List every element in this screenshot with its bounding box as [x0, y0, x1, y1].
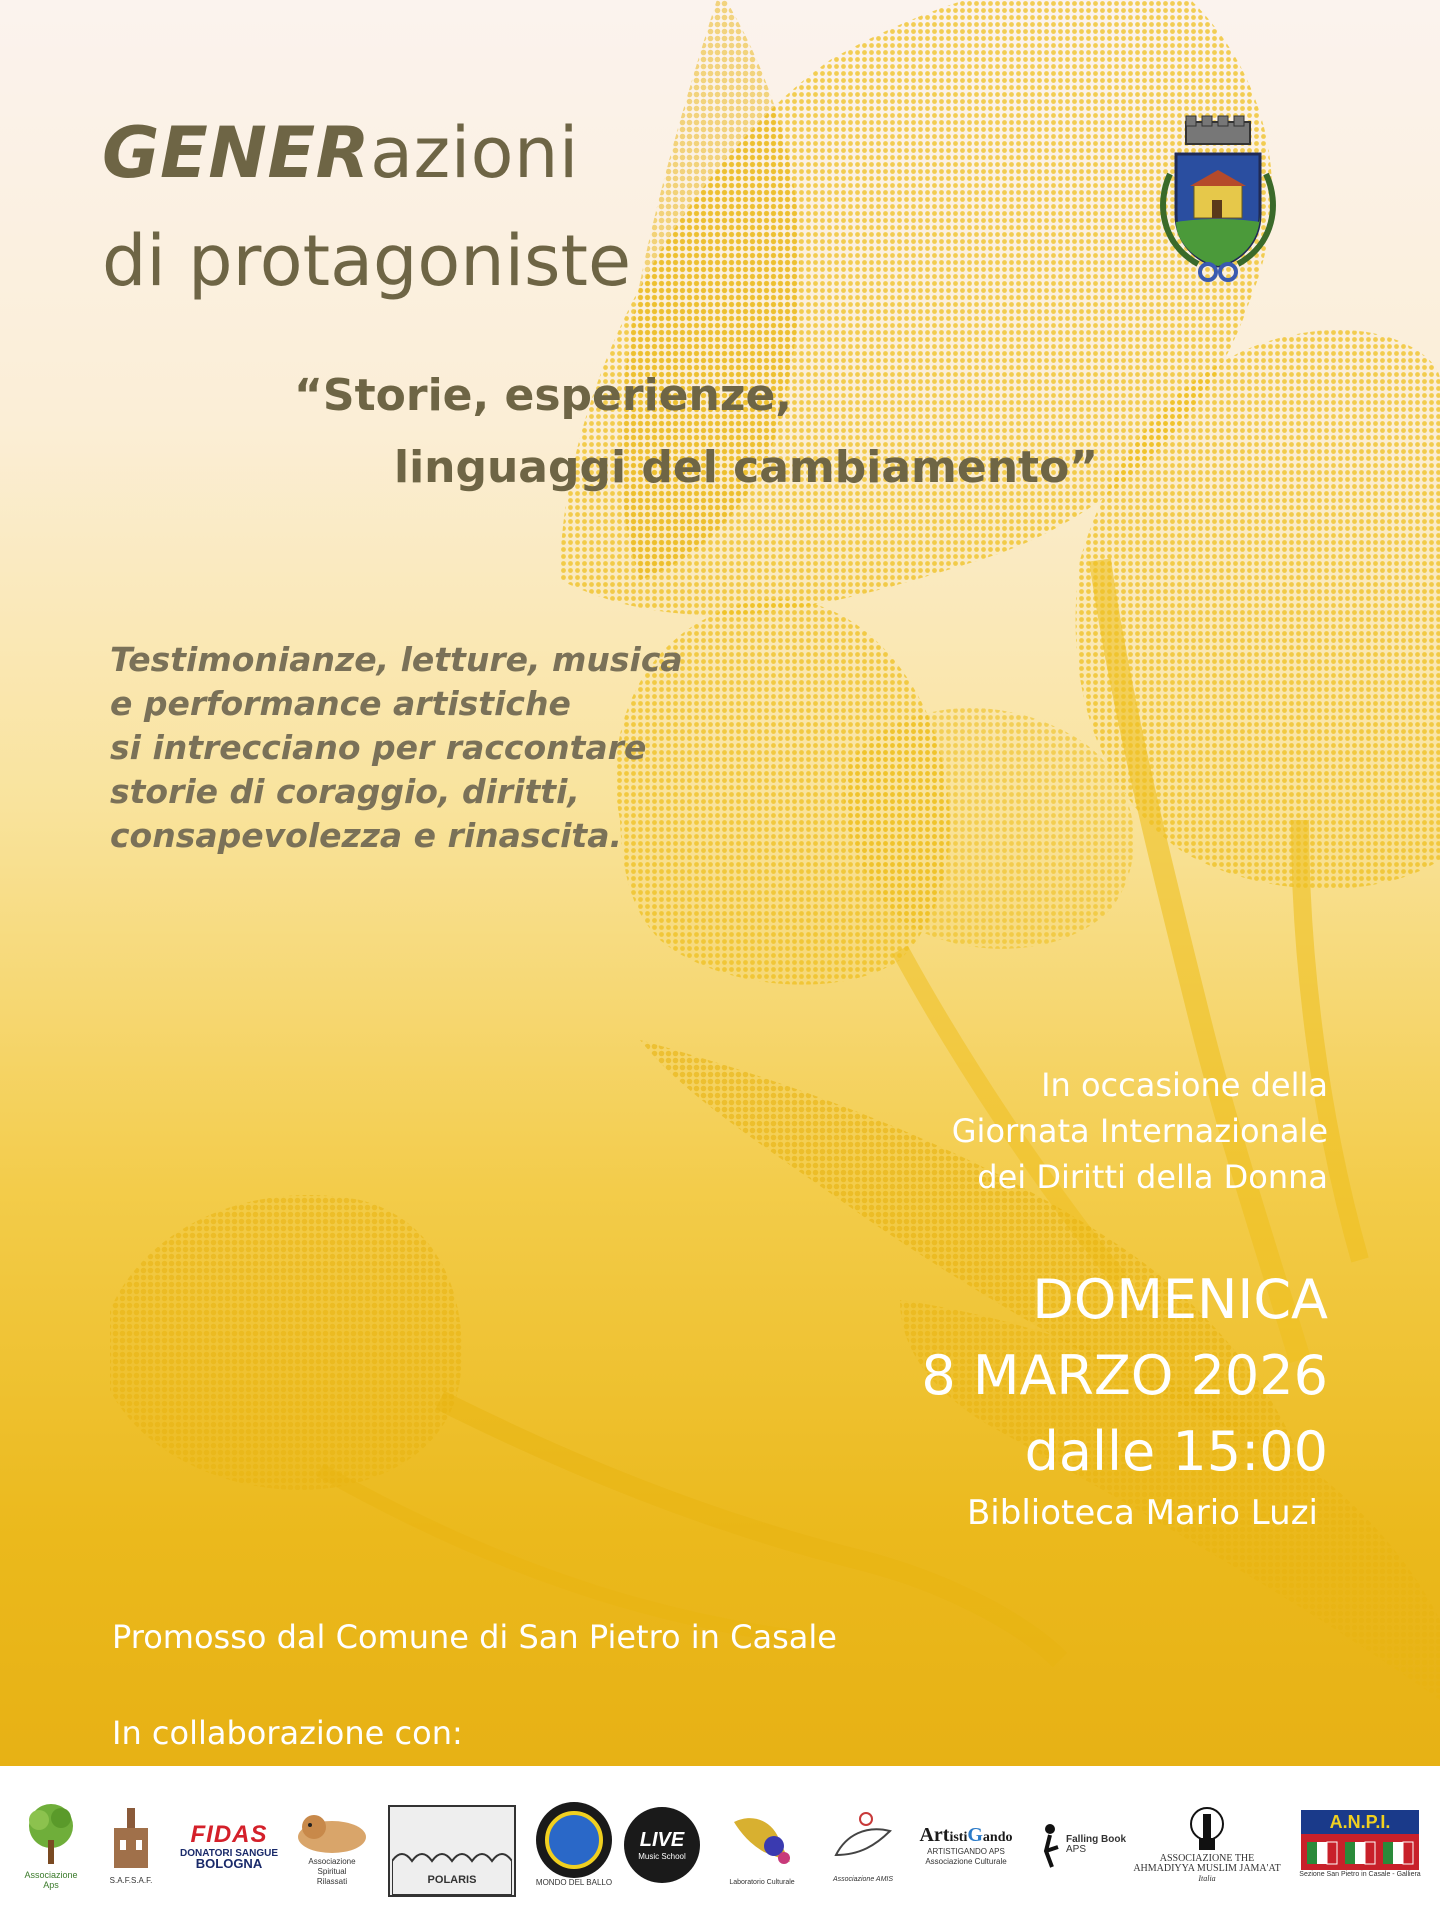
- logo-associazione-aps: [16, 1790, 86, 1900]
- fidas-name: FIDAS: [190, 1821, 268, 1848]
- dancer-icon: [545, 1811, 603, 1869]
- title-emphasis: GENER: [102, 112, 371, 194]
- arcade-icon: [392, 1841, 512, 1895]
- logo-label: Rilassati: [316, 1877, 348, 1886]
- logo-live: [622, 1790, 702, 1900]
- mondo-badge: [536, 1802, 612, 1878]
- logo-label: DONATORI SANGUE: [180, 1848, 278, 1859]
- occasion-line: In occasione della: [1041, 1066, 1328, 1104]
- logo-label: POLARIS: [427, 1874, 477, 1886]
- logo-ahmadiyya: [1132, 1790, 1282, 1900]
- logo-label: AHMADIYYA MUSLIM JAMA'AT: [1133, 1863, 1281, 1874]
- title-line-2: di protagoniste: [102, 220, 632, 302]
- logo-label: ARTISTIGANDO APS: [927, 1846, 1005, 1856]
- logo-label: BOLOGNA: [195, 1856, 263, 1871]
- logo-label: Associazione AMIS: [832, 1876, 894, 1883]
- live-name: LIVE: [639, 1829, 685, 1851]
- dog-icon: [292, 1803, 372, 1857]
- logo-artistigando: [906, 1790, 1026, 1900]
- title-rest: azioni: [370, 112, 579, 194]
- logo-label: Aps: [43, 1880, 59, 1890]
- falling-figure-icon: [1038, 1821, 1062, 1869]
- promoted-by: Promosso dal Comune di San Pietro in Casale: [112, 1618, 837, 1656]
- logo-label: Associazione: [24, 1870, 78, 1880]
- logo-label: Italia: [1198, 1874, 1216, 1883]
- event-details: [921, 1262, 1328, 1536]
- description-line: consapevolezza e rinascita.: [110, 816, 622, 855]
- logo-spiritual: [286, 1790, 378, 1900]
- logo-anpi: [1292, 1790, 1428, 1900]
- logo-label: ASSOCIAZIONE THE: [1159, 1853, 1255, 1864]
- collaboration-label: In collaborazione con:: [112, 1714, 463, 1752]
- occasion-line: dei Diritti della Donna: [977, 1158, 1328, 1196]
- subtitle-line-2: linguaggi del cambiamento”: [394, 442, 1099, 493]
- event-time: dalle 15:00: [1024, 1420, 1328, 1483]
- anpi-name: A.N.P.I.: [1301, 1810, 1419, 1834]
- logo-label: MONDO DEL BALLO: [535, 1878, 613, 1887]
- description-line: e performance artistiche: [110, 684, 571, 723]
- occasion-line: Giornata Internazionale: [951, 1112, 1328, 1150]
- description-line: si intrecciano per raccontare: [110, 728, 647, 767]
- wordmark-part: ando: [982, 1829, 1013, 1845]
- logo-sas: [96, 1790, 166, 1900]
- logo-laboratorio: [718, 1790, 806, 1900]
- logo-label: Associazione Culturale: [925, 1856, 1007, 1866]
- logo-fidas: [182, 1790, 276, 1900]
- logo-label: Associazione: [308, 1857, 356, 1866]
- description-line: storie di coraggio, diritti,: [110, 772, 580, 811]
- logo-label: Spiritual: [317, 1867, 347, 1876]
- artistigando-wordmark: [919, 1824, 1012, 1847]
- logo-polaris: [386, 1790, 518, 1900]
- partner-logos-strip: [0, 1766, 1440, 1920]
- description-line: Testimonianze, letture, musica: [110, 640, 683, 679]
- live-sub: Music School: [638, 1852, 686, 1861]
- logo-label: Sezione San Pietro in Casale - Galliera: [1299, 1871, 1421, 1878]
- wordmark-part: Art: [919, 1823, 950, 1846]
- logo-label: Laboratorio Culturale: [729, 1879, 795, 1886]
- occasion-text: [952, 1062, 1328, 1200]
- wordmark-part: G: [967, 1823, 983, 1846]
- event-date: 8 MARZO 2026: [921, 1344, 1328, 1407]
- logo-label: S.A.F.S.A.F.: [109, 1876, 153, 1885]
- title-line-1: [102, 112, 579, 194]
- drawing-icon: [826, 1805, 900, 1875]
- event-venue: Biblioteca Mario Luzi: [966, 1493, 1318, 1533]
- logo-label: APS: [1066, 1844, 1087, 1855]
- logo-mondo-del-ballo: [534, 1790, 614, 1900]
- description: [110, 638, 683, 858]
- tree-icon: [23, 1800, 79, 1870]
- logo-falling-book: [1036, 1790, 1128, 1900]
- minaret-icon: [1189, 1806, 1225, 1854]
- subtitle-line-1: “Storie, esperienze,: [294, 370, 793, 421]
- building-icon: [106, 1804, 156, 1876]
- logo-amis: [818, 1790, 908, 1900]
- flags-icon: [1301, 1834, 1419, 1870]
- wordmark-part: isti: [949, 1829, 968, 1845]
- horn-icon: [724, 1802, 800, 1878]
- municipal-crest-icon: [1142, 114, 1294, 286]
- live-badge: [624, 1807, 700, 1883]
- event-day: DOMENICA: [1032, 1268, 1328, 1331]
- logo-label: Falling Book: [1066, 1834, 1126, 1845]
